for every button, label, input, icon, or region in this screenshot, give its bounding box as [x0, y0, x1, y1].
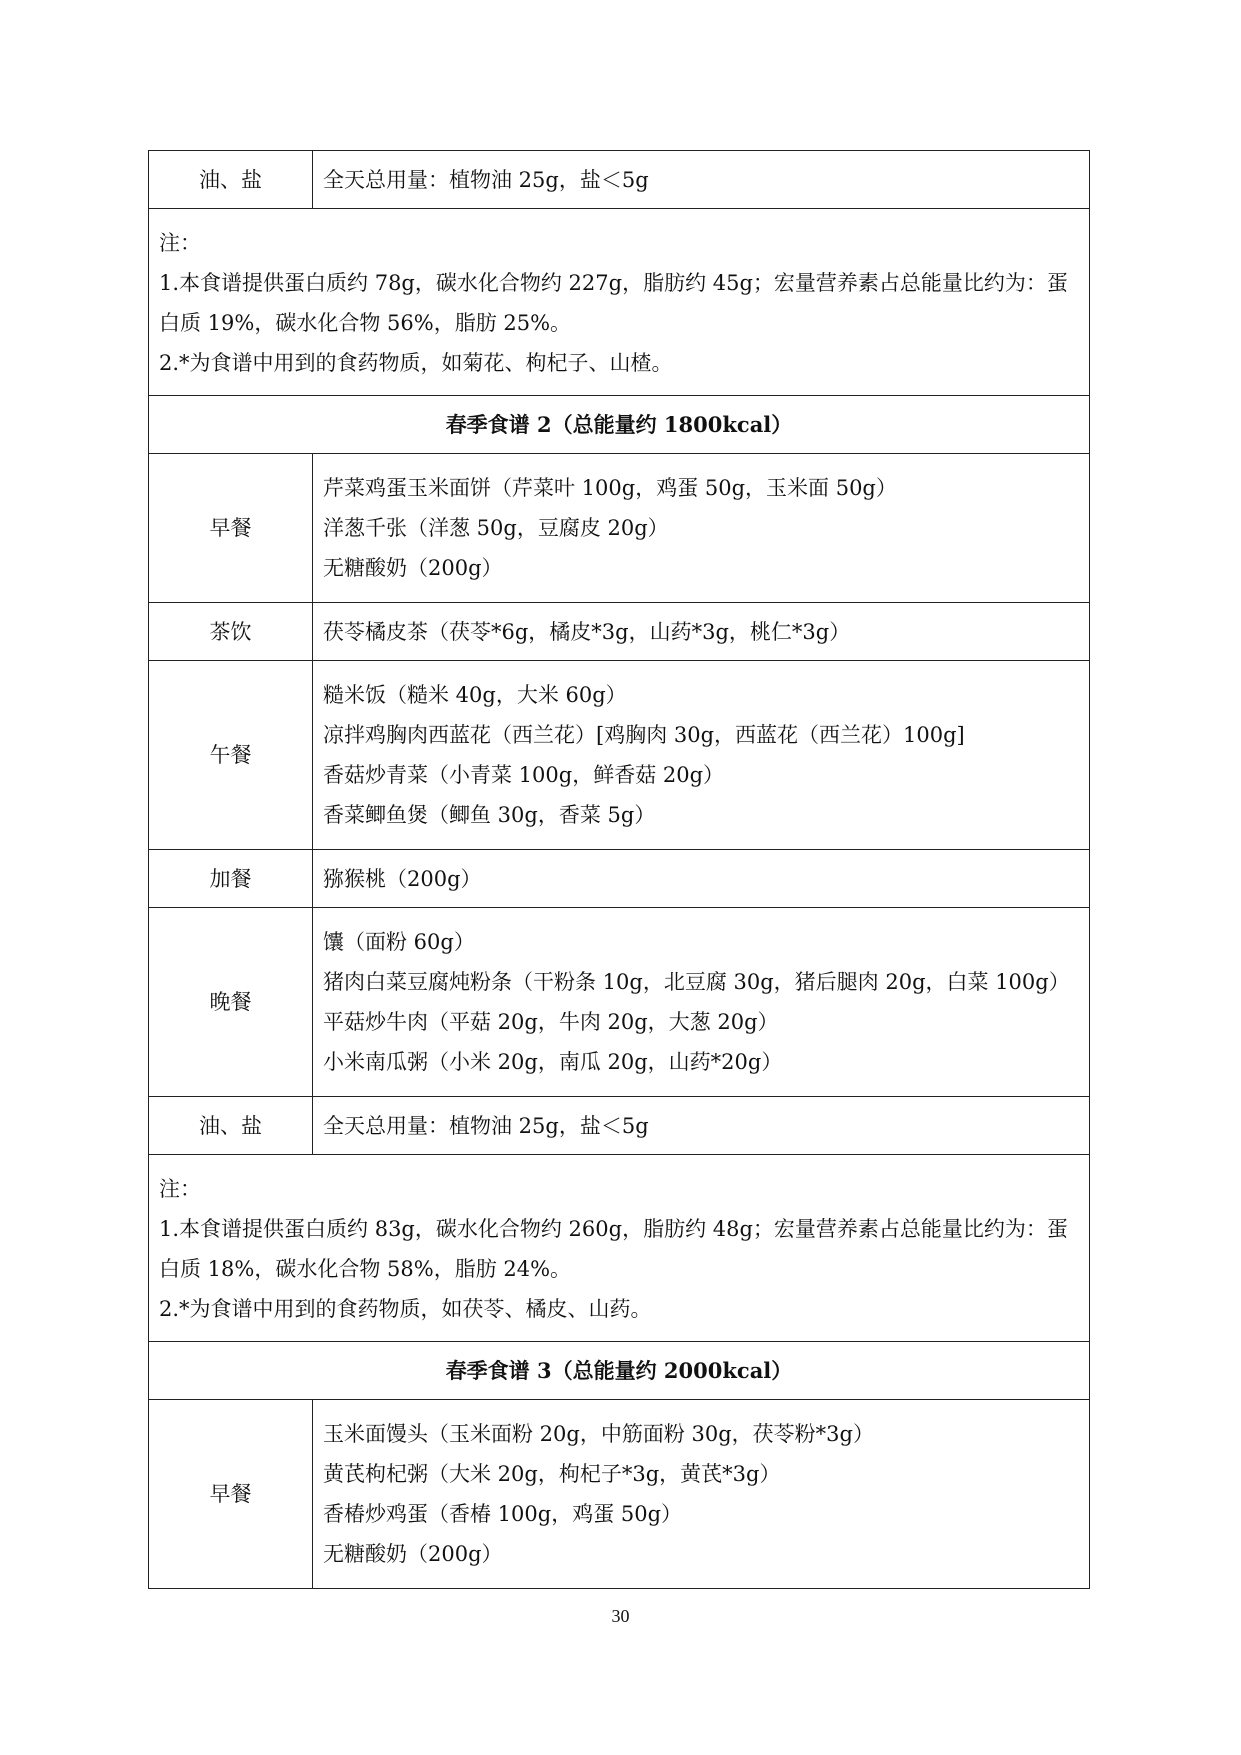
row-label-oil-salt: 油、盐 [149, 151, 313, 209]
row-label-dinner: 晚餐 [149, 908, 313, 1097]
row-content-breakfast [313, 1400, 1090, 1589]
table-row [149, 661, 1090, 850]
table-row [149, 454, 1090, 603]
table-row [149, 908, 1090, 1097]
row-label-tea: 茶饮 [149, 603, 313, 661]
note-heading: 注： [159, 231, 201, 255]
note-item: 2.*为食谱中用到的食药物质，如茯苓、橘皮、山药。 [159, 1297, 652, 1321]
row-label-oil-salt: 油、盐 [149, 1097, 313, 1155]
dish-item: 糙米饭（糙米 40g，大米 60g） [323, 683, 627, 707]
row-label-snack: 加餐 [149, 850, 313, 908]
row-content-oil-salt: 全天总用量：植物油 25g，盐＜5g [313, 151, 1090, 209]
table-row [149, 1155, 1090, 1342]
note-item: 2.*为食谱中用到的食药物质，如菊花、枸杞子、山楂。 [159, 351, 673, 375]
table-row [149, 396, 1090, 454]
dish-item: 香菇炒青菜（小青菜 100g，鲜香菇 20g） [323, 763, 725, 787]
table-row [149, 603, 1090, 661]
dish-item: 黄芪枸杞粥（大米 20g，枸杞子*3g，黄芪*3g） [323, 1462, 781, 1486]
dish-item: 馕（面粉 60g） [323, 930, 475, 954]
table-row [149, 151, 1090, 209]
note-item: 1.本食谱提供蛋白质约 78g，碳水化合物约 227g，脂肪约 45g；宏量营养素占总能量比约为：蛋白质 19%，碳水化合物 56%，脂肪 25%。 [159, 271, 1068, 335]
page-number: 30 [611, 1606, 630, 1626]
recipe-note [149, 1155, 1090, 1342]
recipe-table [148, 150, 1090, 1589]
table-row [149, 850, 1090, 908]
dish-item: 洋葱千张（洋葱 50g，豆腐皮 20g） [323, 516, 669, 540]
table-row [149, 1097, 1090, 1155]
table-row [149, 1342, 1090, 1400]
recipe-heading: 春季食谱 2（总能量约 1800kcal） [149, 396, 1090, 454]
note-heading: 注： [159, 1177, 201, 1201]
row-label-lunch: 午餐 [149, 661, 313, 850]
row-content-dinner [313, 908, 1090, 1097]
table-row [149, 209, 1090, 396]
dish-item: 凉拌鸡胸肉西蓝花（西兰花）[鸡胸肉 30g，西蓝花（西兰花）100g] [323, 723, 965, 747]
row-content-snack: 猕猴桃（200g） [313, 850, 1090, 908]
dish-item: 平菇炒牛肉（平菇 20g，牛肉 20g，大葱 20g） [323, 1010, 779, 1034]
recipe-note [149, 209, 1090, 396]
note-item: 1.本食谱提供蛋白质约 83g，碳水化合物约 260g，脂肪约 48g；宏量营养素占总能量比约为：蛋白质 18%，碳水化合物 58%，脂肪 24%。 [159, 1217, 1068, 1281]
recipe-heading: 春季食谱 3（总能量约 2000kcal） [149, 1342, 1090, 1400]
dish-item: 芹菜鸡蛋玉米面饼（芹菜叶 100g，鸡蛋 50g，玉米面 50g） [323, 476, 897, 500]
table-row [149, 1400, 1090, 1589]
dish-item: 无糖酸奶（200g） [323, 556, 503, 580]
dish-item: 猪肉白菜豆腐炖粉条（干粉条 10g，北豆腐 30g，猪后腿肉 20g，白菜 100g） [323, 970, 1070, 994]
row-content-lunch [313, 661, 1090, 850]
row-content-tea: 茯苓橘皮茶（茯苓*6g，橘皮*3g，山药*3g，桃仁*3g） [313, 603, 1090, 661]
dish-item: 香椿炒鸡蛋（香椿 100g，鸡蛋 50g） [323, 1502, 683, 1526]
dish-item: 香菜鲫鱼煲（鲫鱼 30g，香菜 5g） [323, 803, 656, 827]
dish-item: 无糖酸奶（200g） [323, 1542, 503, 1566]
row-content-breakfast [313, 454, 1090, 603]
row-label-breakfast: 早餐 [149, 454, 313, 603]
row-content-oil-salt: 全天总用量：植物油 25g，盐＜5g [313, 1097, 1090, 1155]
dish-item: 小米南瓜粥（小米 20g，南瓜 20g，山药*20g） [323, 1050, 783, 1074]
dish-item: 玉米面馒头（玉米面粉 20g，中筋面粉 30g，茯苓粉*3g） [323, 1422, 874, 1446]
row-label-breakfast: 早餐 [149, 1400, 313, 1589]
